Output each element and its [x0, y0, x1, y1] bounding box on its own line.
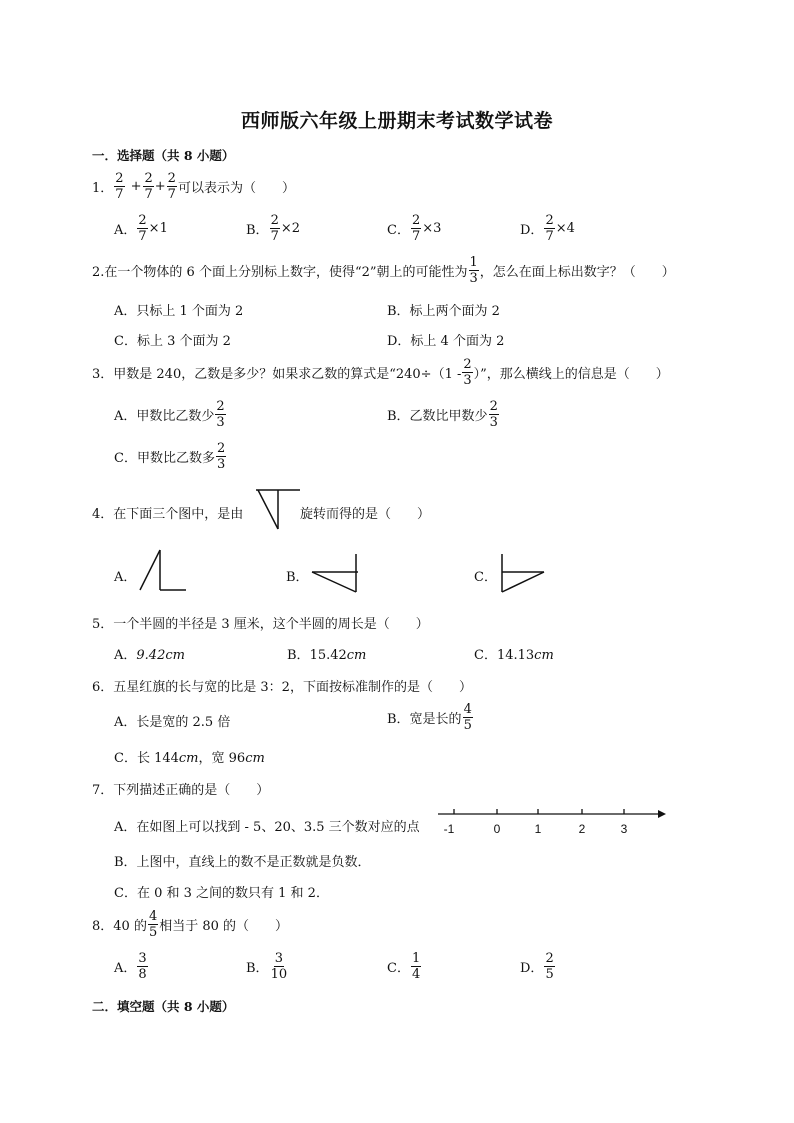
option-b-figure[interactable]	[310, 552, 360, 594]
option-unit: cm	[178, 751, 199, 766]
question-6: 6．五星红旗的长与宽的比是 3：2，下面按标准制作的是（ ）	[92, 680, 472, 695]
fraction: $\frac{2}{3}$	[463, 357, 472, 388]
fraction: $\frac{3}{8}$	[138, 951, 147, 982]
option-c[interactable]	[474, 644, 554, 663]
question-2	[92, 256, 675, 285]
fraction: $\frac{2}{3}$	[489, 399, 498, 430]
option-b[interactable]	[387, 400, 500, 429]
option-text: C．长 144	[114, 751, 179, 766]
option-unit: cm	[534, 648, 554, 663]
option-a[interactable]: A．长是宽的 2.5 倍	[114, 715, 231, 730]
fraction: $\frac{2}{5}$	[545, 951, 554, 982]
option-label: C．	[387, 961, 410, 976]
question-text: 可以表示为（ ）	[177, 181, 295, 196]
fraction: $\frac{4}{5}$	[463, 702, 472, 733]
option-c[interactable]: C．在 0 和 3 之间的数只有 1 和 2．	[114, 886, 329, 901]
number-line-figure	[436, 806, 666, 840]
option-a-figure[interactable]	[138, 548, 188, 594]
option-label: C．	[474, 648, 497, 663]
option-a[interactable]	[114, 952, 149, 981]
fraction: $\frac{2}{7}$	[144, 171, 153, 202]
option-d[interactable]: D．标上 4 个面为 2	[387, 334, 505, 349]
option-text: ×3	[422, 221, 442, 236]
question-text: ，怎么在面上标出数字？（ ）	[479, 265, 675, 280]
fraction: $\frac{2}{7}$	[167, 171, 176, 202]
option-b[interactable]	[287, 644, 366, 663]
fraction: $\frac{2}{3}$	[216, 399, 225, 430]
number-line-ticks	[454, 809, 624, 814]
option-text: B．宽是长的	[387, 712, 462, 727]
question-text: 3．甲数是 240，乙数是多少？如果求乙数的算式是“240÷（1 -	[92, 367, 462, 382]
fraction: $\frac{2}{7}$	[115, 171, 124, 202]
plus-sign: +	[154, 179, 166, 194]
option-a-label[interactable]: A．	[114, 570, 137, 585]
option-unit: cm	[245, 751, 265, 766]
question-number: 1．	[92, 181, 114, 196]
question-text: 2.在一个物体的 6 个面上分别标上数字，使得“2”朝上的可能性为	[92, 265, 468, 280]
question-4-text-after: 旋转而得的是（ ）	[300, 507, 431, 522]
option-label: D．	[520, 223, 544, 238]
option-c-label[interactable]: C．	[474, 570, 497, 585]
option-value: 15.42	[309, 648, 347, 663]
fraction: $\frac{2}{3}$	[216, 441, 226, 472]
option-label: A．	[114, 223, 137, 238]
option-text: A．甲数比乙数少	[114, 409, 215, 424]
option-text: ，宽 96	[198, 751, 246, 766]
question-4-text-before: 4．在下面三个图中，是由	[92, 507, 244, 522]
fraction: $\frac{3}{10}$	[270, 951, 288, 982]
tick-label: 0	[493, 822, 501, 836]
tick-label: -1	[443, 822, 455, 836]
fraction: $\frac{2}{7}$	[545, 213, 554, 244]
option-label: C．	[387, 223, 410, 238]
source-shape-figure	[256, 489, 300, 531]
option-text: ×2	[280, 221, 301, 236]
question-8	[92, 910, 288, 939]
fraction: $\frac{1}{4}$	[411, 951, 421, 982]
option-a[interactable]	[114, 644, 185, 663]
option-label: A．	[114, 961, 137, 976]
option-value: 14.13	[496, 648, 535, 663]
option-c[interactable]	[114, 442, 227, 471]
tick-label: 1	[534, 822, 542, 836]
option-text: ×1	[148, 221, 168, 236]
section-heading-fill-in: 二．填空题（共 8 小题）	[92, 999, 235, 1014]
plus-sign: +	[130, 179, 142, 194]
option-unit: cm	[346, 648, 367, 663]
tick-label: 2	[578, 822, 586, 836]
option-c-figure[interactable]	[498, 552, 548, 594]
option-c[interactable]: C．标上 3 个面为 2	[114, 334, 231, 349]
option-b[interactable]: B．上图中，直线上的数不是正数就是负数．	[114, 855, 371, 870]
question-text: 相当于 80 的（ ）	[159, 919, 289, 934]
option-c[interactable]	[114, 747, 265, 766]
option-d[interactable]	[520, 952, 556, 981]
option-value: 9.42	[136, 648, 166, 663]
fraction: $\frac{4}{5}$	[148, 909, 158, 940]
option-b[interactable]	[387, 703, 474, 732]
question-text: ）”，那么横线上的信息是（ ）	[473, 367, 669, 382]
tick-label: 3	[620, 822, 628, 836]
option-text: B．乙数比甲数少	[387, 409, 488, 424]
option-b-label[interactable]: B．	[286, 570, 309, 585]
question-3	[92, 358, 669, 387]
section-heading-choice: 一．选择题（共 8 小题）	[92, 148, 235, 163]
option-a[interactable]	[114, 400, 227, 429]
option-a[interactable]: A．在如图上可以找到 - 5、20、3.5 三个数对应的点	[114, 820, 420, 835]
option-a[interactable]	[114, 214, 168, 243]
option-b[interactable]: B．标上两个面为 2	[387, 304, 500, 319]
option-a[interactable]: A．只标上 1 个面为 2	[114, 304, 244, 319]
fraction: $\frac{2}{7}$	[138, 213, 147, 244]
fraction: $\frac{2}{7}$	[270, 213, 279, 244]
option-c[interactable]	[387, 214, 441, 243]
option-text: ×4	[555, 221, 575, 236]
question-1	[92, 172, 295, 201]
option-b[interactable]	[246, 214, 300, 243]
option-label: A．	[114, 648, 137, 663]
option-label: D．	[520, 961, 544, 976]
option-label: B．	[287, 648, 310, 663]
fraction: $\frac{2}{7}$	[411, 213, 421, 244]
question-7: 7．下列描述正确的是（ ）	[92, 783, 270, 798]
option-b[interactable]	[246, 952, 289, 981]
question-5: 5．一个半圆的半径是 3 厘米，这个半圆的周长是（ ）	[92, 617, 429, 632]
question-text: 8．40 的	[92, 919, 147, 934]
option-label: B．	[246, 223, 269, 238]
option-c[interactable]	[387, 952, 422, 981]
page-title: 西师版六年级上册期末考试数学试卷	[240, 110, 553, 132]
option-d[interactable]	[520, 214, 575, 243]
option-unit: cm	[165, 648, 185, 663]
option-text: C．甲数比乙数多	[114, 451, 215, 466]
option-label: B．	[246, 961, 269, 976]
fraction: $\frac{1}{3}$	[469, 255, 478, 286]
